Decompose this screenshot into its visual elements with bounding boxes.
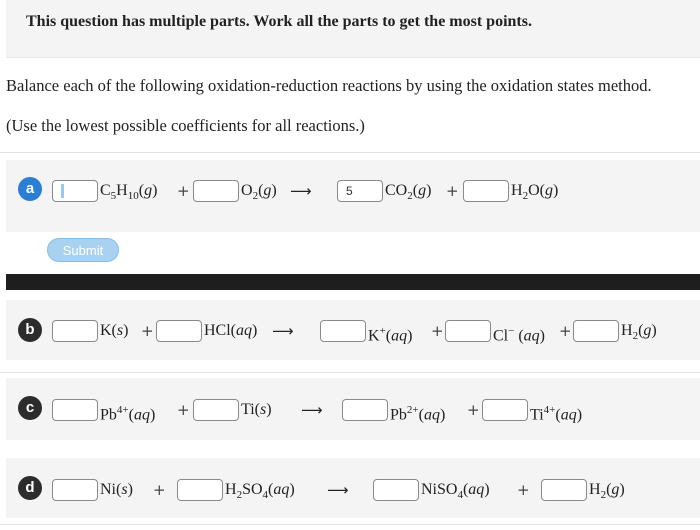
term-c4: $Ti^{4+}(aq)$ [530,404,583,424]
plus-sign: + [177,401,190,419]
coefficient-input-d3[interactable] [373,479,419,501]
divider [0,152,700,153]
instructions-line-1: Balance each of the following oxidation-reduction reactions by using the oxidation states method. [6,76,652,95]
term-a3: $CO_2(g)$ [385,182,432,203]
term-c1: $Pb^{4+}(aq)$ [100,404,156,424]
plus-sign: + [559,322,572,340]
divider [0,372,700,373]
coefficient-input-c3[interactable] [342,399,388,421]
term-c3: $Pb^{2+}(aq)$ [390,404,446,424]
coefficient-input-c2[interactable] [193,399,239,421]
term-d1: Ni(s) [100,481,133,498]
coefficient-input-b3[interactable] [320,320,366,342]
part-d-badge: d [18,476,42,500]
coefficient-input-a1[interactable] [52,180,98,202]
coefficient-input-a4[interactable] [463,180,509,202]
term-b5: $H_2(g)$ [621,322,657,343]
coefficient-input-a2[interactable] [193,180,239,202]
term-b4: Cl− (aq) [493,325,545,345]
reaction-arrow: ⟶ [272,322,294,340]
plus-sign: + [517,481,530,499]
plus-sign: + [177,182,190,200]
term-d3: NiSO$_4$(aq) [421,481,490,502]
coefficient-input-b2[interactable] [156,320,202,342]
coefficient-input-c4[interactable] [482,399,528,421]
term-a4: $H_2O(g)$ [511,182,559,203]
instructions-line-2: (Use the lowest possible coefficients for all reactions.) [6,116,365,135]
coefficient-input-d4[interactable] [541,479,587,501]
multipart-banner [6,0,700,58]
reaction-arrow: ⟶ [290,182,312,200]
part-b-badge: b [18,318,42,342]
plus-sign: + [446,182,459,200]
coefficient-input-b5[interactable] [573,320,619,342]
plus-sign: + [153,481,166,499]
coefficient-input-a3[interactable]: 5 [337,180,383,202]
term-d4: $H_2(g)$ [589,481,625,502]
term-a2: $O_2(g)$ [241,182,277,203]
term-d2: $H_2SO_4(aq)$ [225,481,295,502]
coefficient-input-b1[interactable] [52,320,98,342]
coefficient-input-d2[interactable] [177,479,223,501]
part-c-badge: c [18,396,42,420]
term-b2: HCl(aq) [204,322,258,339]
term-b3: K+(aq) [368,325,413,345]
term-c2: Ti(s) [241,401,272,418]
coefficient-input-d1[interactable] [52,479,98,501]
part-a-badge: a [18,177,42,201]
plus-sign: + [431,322,444,340]
submit-button[interactable]: Submit [47,238,119,262]
plus-sign: + [467,401,480,419]
reaction-arrow: ⟶ [327,481,349,499]
plus-sign: + [141,322,154,340]
coefficient-input-c1[interactable] [52,399,98,421]
banner-text: This question has multiple parts. Work all the parts to get the most points. [26,13,532,30]
section-divider-bar [6,274,700,290]
term-a1: $C_5H_{10}(g)$ [100,182,158,203]
reaction-arrow: ⟶ [301,401,323,419]
term-b1: K(s) [100,322,129,339]
coefficient-input-b4[interactable] [445,320,491,342]
divider [0,524,700,525]
